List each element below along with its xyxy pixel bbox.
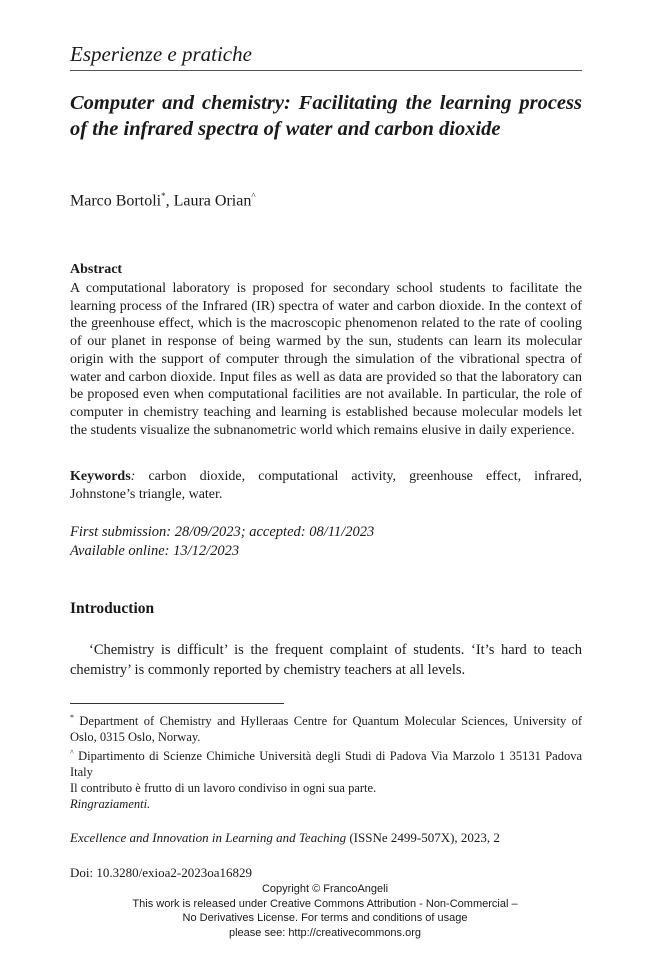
journal-name: Excellence and Innovation in Learning and Teaching	[70, 830, 347, 845]
abstract-heading: Abstract	[70, 262, 123, 277]
license-line: This work is released under Creative Commons Attribution - Non-Commercial –	[132, 897, 518, 910]
author-name: Laura Orian	[173, 192, 252, 210]
author-mark: ^	[251, 191, 256, 201]
footnote-rule	[70, 703, 284, 704]
license-line: No Derivatives License. For terms and conditions of usage	[182, 912, 468, 924]
header-rule	[70, 70, 582, 71]
journal-details: (ISSNe 2499-507X), 2023, 2	[346, 830, 500, 845]
doi: Doi: 10.3280/exioa2-2023oa16829	[70, 865, 252, 880]
author-name: Marco Bortoli	[70, 192, 162, 210]
copyright-line: Copyright © FrancoAngeli	[261, 883, 389, 895]
submission-date: First submission: 28/09/2023; accepted: 08/11/2023	[70, 524, 375, 540]
introduction-text: ‘Chemistry is difficult’ is the frequent complaint of students. ‘It’s hard to teach chemistry’ is commonly reported by chemistry teachers at all levels.	[70, 642, 582, 678]
journal-citation	[70, 830, 500, 846]
author-separator: ,	[165, 192, 174, 210]
keywords-separator: :	[130, 469, 136, 484]
footnote-affiliation-1	[70, 710, 582, 745]
keywords-label: Keywords	[70, 469, 131, 484]
article-title: Computer and chemistry: Facilitating the learning process of the infrared spectra of water and carbon dioxide	[70, 92, 582, 140]
footnote-mark: ^	[70, 748, 74, 758]
license-link-line: please see: http://creativecommons.org	[229, 926, 421, 939]
footnote-mark: *	[70, 713, 74, 722]
keywords	[70, 468, 582, 503]
publication-dates	[70, 523, 374, 561]
author-mark: *	[161, 191, 166, 201]
footnote-acknowledgements: Ringraziamenti.	[70, 797, 151, 812]
online-date: Available online: 13/12/2023	[70, 543, 240, 559]
footnote-contribution: Il contributo è frutto di un lavoro condiviso in ogni sua parte.	[70, 781, 377, 796]
footnote-affiliation-2	[70, 745, 582, 780]
copyright-notice	[0, 882, 650, 940]
footnote-text: Dipartimento di Scienze Chimiche Università degli Studi di Padova Via Marzolo 1 35131 Padova Italy	[70, 749, 582, 780]
author-list	[70, 191, 256, 210]
footnote-text: Department of Chemistry and Hylleraas Centre for Quantum Molecular Sciences, University of Oslo, 0315 Oslo, Norway.	[70, 714, 582, 745]
keywords-text: carbon dioxide, computational activity, greenhouse effect, infrared, Johnstone’s triangle, water.	[70, 469, 582, 502]
abstract-text: A computational laboratory is proposed for secondary school students to facilitate the learning process of the Infrared (IR) spectra of water and carbon dioxide. In the context of the greenhouse effect, which is the macroscopic phenomenon related to the rate of cooling of our planet in response of being warmed by the sun, students can learn its molecular origin with the support of computer through the simulation of the vibrational spectra of water and carbon dioxide. Input files as well as data are provided so that the laboratory can be proposed even when computational facilities are not available. In particular, the role of computer in chemistry teaching and learning is established because molecular models let the students visualize the subnanometric world which remains elusive in daily experience.	[70, 281, 582, 438]
section-label: Esperienze e pratiche	[70, 42, 252, 66]
footnotes	[70, 710, 582, 812]
introduction-heading: Introduction	[70, 600, 155, 617]
